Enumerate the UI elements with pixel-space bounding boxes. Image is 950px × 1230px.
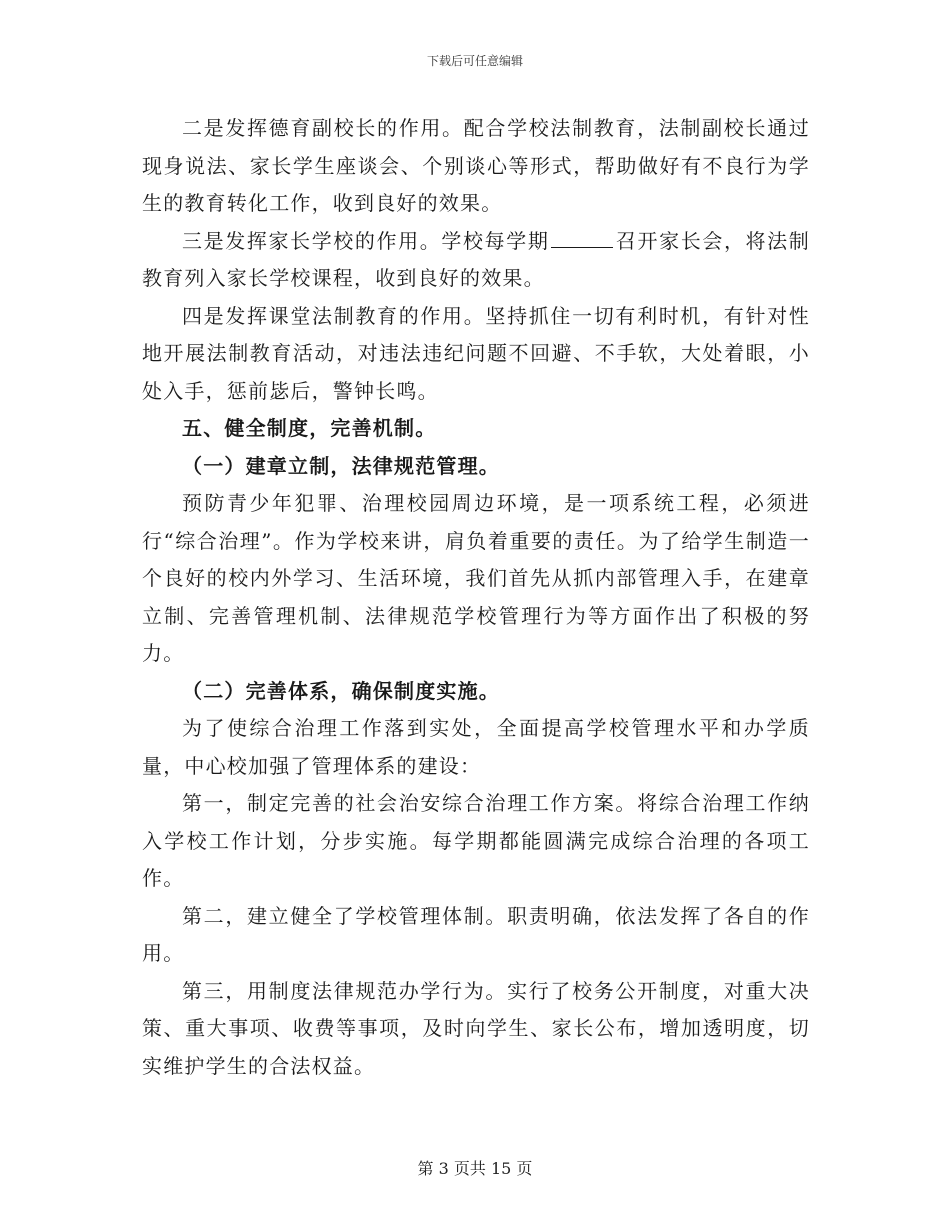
subsection-heading-1: （一）建章立制，法律规范管理。 (182, 453, 500, 478)
paragraph-parent-school (142, 223, 810, 298)
paragraph-parent-school-text-before: 三是发挥家长学校的作用。学校每学期 (182, 228, 550, 253)
page-header-note: 下载后可任意编辑 (426, 54, 523, 68)
page-number: 第 3 页共 15 页 (417, 1159, 533, 1178)
paragraph-moral-vice-principal: 二是发挥德育副校长的作用。配合学校法制教育，法制副校长通过现身说法、家长学生座谈会、个别谈心等形式，帮助做好有不良行为学生的教育转化工作，收到良好的效果。 (142, 116, 810, 215)
paragraph-second-measure: 第二，建立健全了学校管理体制。职责明确，依法发挥了各自的作用。 (142, 903, 810, 965)
fill-in-blank (551, 229, 613, 248)
paragraph-classroom-education: 四是发挥课堂法制教育的作用。坚持抓住一切有利时机，有针对性地开展法制教育活动，对违法违纪问题不回避、不手软，大处着眼，小处入手，惩前毖后，警钟长鸣。 (142, 303, 810, 403)
paragraph-management-system-intro: 为了使综合治理工作落到实处，全面提高学校管理水平和办学质量，中心校加强了管理体系的建设： (142, 716, 810, 778)
paragraph-parent-school-text-after: 召开家长会，将法制教育列入家长学校课程，收到良好的效果。 (142, 228, 810, 290)
section-heading-5: 五、健全制度，完善机制。 (182, 416, 437, 440)
document-body (142, 110, 810, 1085)
paragraph-third-measure: 第三，用制度法律规范办学行为。实行了校务公开制度，对重大决策、重大事项、收费等事项，及时向学生、家长公布，增加透明度，切实维护学生的合法权益。 (142, 978, 810, 1078)
paragraph-comprehensive-governance: 预防青少年犯罪、治理校园周边环境，是一项系统工程，必须进行“综合治理”。作为学校来讲，肩负着重要的责任。为了给学生制造一个良好的校内外学习、生活环境，我们首先从抓内部管理入手，在建章立制、完善管理机制、法律规范学校管理行为等方面作出了积极的努力。 (142, 491, 810, 665)
paragraph-first-measure: 第一，制定完善的社会治安综合治理工作方案。将综合治理工作纳入学校工作计划，分步实施。每学期都能圆满完成综合治理的各项工作。 (142, 791, 810, 890)
subsection-heading-2: （二）完善体系，确保制度实施。 (182, 678, 500, 703)
